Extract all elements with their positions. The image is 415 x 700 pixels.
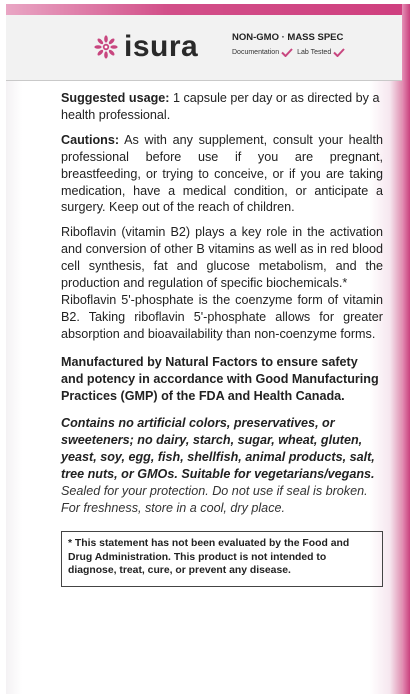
lab-tested-badge: Lab Tested [297,49,332,56]
documentation-badge: Documentation [232,49,280,56]
product-box-panel [6,4,410,694]
cautions-label: Cautions: [61,132,120,147]
sealed-statement: Sealed for your protection. Do not use if seal is broken. [61,484,368,499]
usage-label: Suggested usage: [61,91,170,105]
riboflavin-description: Riboflavin (vitamin B2) plays a key role in the activation and conversion of other B vitamins as well as in red blood cell synthesis, fat and glucose metabolism, and the production and regulation of specific biochemicals.* [61,225,383,291]
suggested-usage [61,90,383,124]
brand-tagline: NON-GMO · MASS SPEC [232,32,344,43]
checkmark-icon [281,48,293,57]
sunburst-logo-icon [94,35,118,59]
top-color-strip [6,4,410,15]
cautions [61,132,383,217]
fda-disclaimer: * This statement has not been evaluated by the Food and Drug Administration. This product is not intended to diagnose, treat, cure, or prevent any disease. [61,531,383,587]
usage-text: 1 capsule per day or as directed by a health professional. [61,91,380,122]
cautions-text: As with any supplement, consult your health professional before use if you are pregnant, breastfeeding, or trying to conceive, or if you are taking medication, have a medical condition, or anticipate a surgery. Keep out of the reach of children. [61,132,383,215]
storage-statement: For freshness, store in a cool, dry place. [61,500,285,515]
manufactured-statement: Manufactured by Natural Factors to ensure safety and potency in accordance with Good Manufacturing Practices (GMP) of the FDA and Health Canada. [61,354,379,403]
coenzyme-description: Riboflavin 5'-phosphate is the coenzyme form of vitamin B2. Taking riboflavin 5'-phosphate allows for greater absorption and bioavailability than non-coenzyme forms. [61,292,383,341]
label-content [61,90,383,587]
right-color-strip [402,4,410,694]
quality-badges [232,48,349,57]
brand-name: isura [124,30,199,63]
free-from-statement: Contains no artificial colors, preservatives, or sweeteners; no dairy, starch, sugar, wheat, gluten, yeast, soy, egg, fish, shellfish, animal products, salt, tree nuts, or GMOs. Suitable for vegetarians/vegans. [61,416,375,482]
brand-header [6,15,402,81]
checkmark-icon [333,48,345,57]
